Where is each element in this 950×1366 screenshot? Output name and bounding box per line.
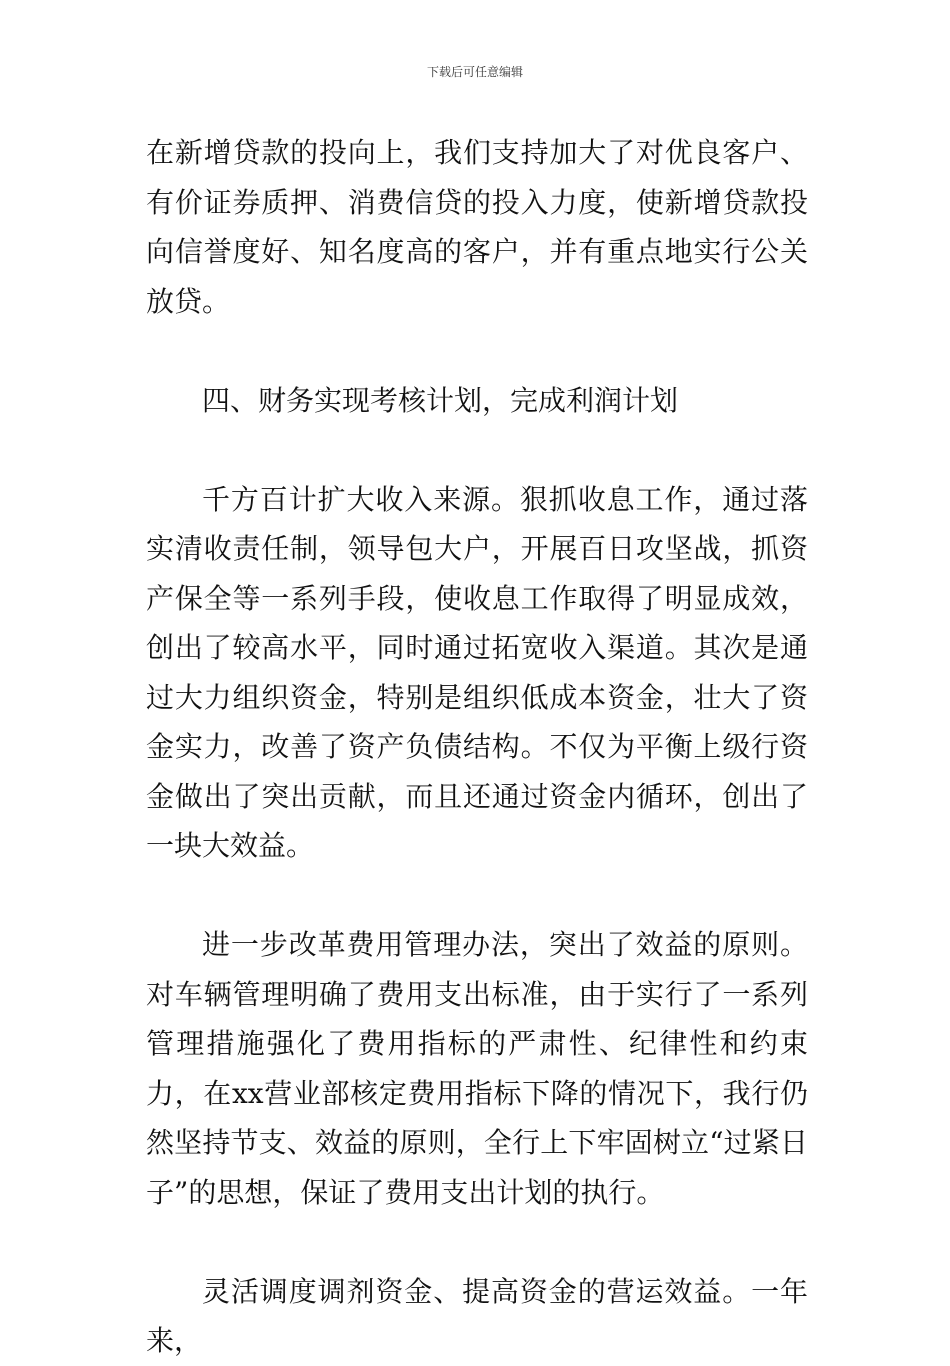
paragraph-expense-reform: 进一步改革费用管理办法，突出了效益的原则。对车辆管理明确了费用支出标准，由于实行了一系列管理措施强化了费用指标的严肃性、纪律性和约束力，在xx营业部核定费用指标下降的情况下，我行仍然坚持节支、效益的原则，全行上下牢固树立“过紧日子”的思想，保证了费用支出计划的执行。 xyxy=(146,928,808,1209)
page-header-note: 下载后可任意编辑 xyxy=(426,65,523,79)
paragraph-income-sources: 千方百计扩大收入来源。狠抓收息工作，通过落实清收责任制，领导包大户，开展百日攻坚战，抓资产保全等一系列手段，使收息工作取得了明显成效，创出了较高水平，同时通过拓宽收入渠道。其次是通过大力组织资金，特别是组织低成本资金，壮大了资金实力，改善了资产负债结构。不仅为平衡上级行资金做出了突出贡献，而且还通过资金内循环，创出了一块大效益。 xyxy=(146,482,808,862)
paragraph-loan-direction: 在新增贷款的投向上，我们支持加大了对优良客户、有价证券质押、消费信贷的投入力度，使新增贷款投向信誉度好、知名度高的客户，并有重点地实行公关放贷。 xyxy=(146,136,808,318)
section-heading-finance: 四、财务实现考核计划，完成利润计划 xyxy=(202,383,679,417)
paragraph-fund-dispatch: 灵活调度调剂资金、提高资金的营运效益。一年来， xyxy=(146,1274,808,1357)
document-body xyxy=(146,128,808,1366)
